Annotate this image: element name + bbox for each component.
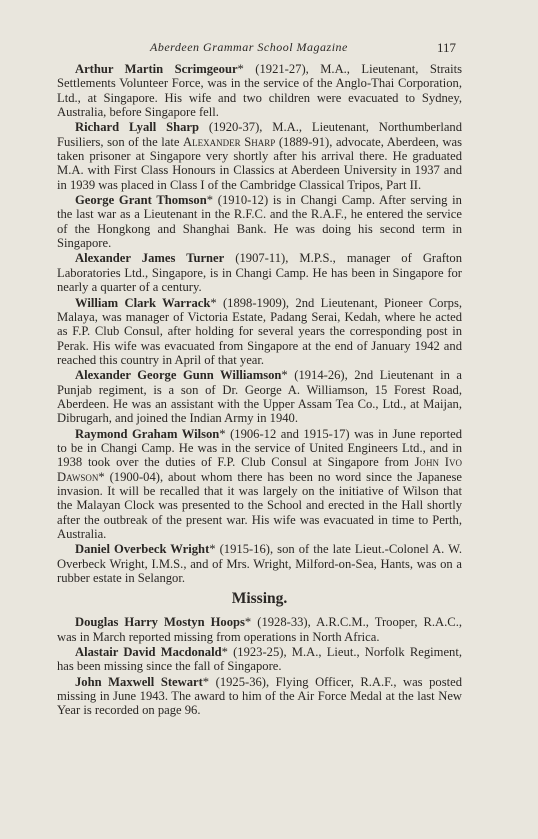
entry-turner [57,251,462,294]
page-header [0,40,538,58]
entry-name: Alexander George Gunn Williamson [75,368,282,383]
entry-text: * (1925-36), Flying Officer, R.A.F., was posted missing in June 1943. The award to him of the Air Force Medal at the last New Year is recorded on page 96. [57,674,462,718]
entry-text: * (1915-16), son of the late Lieut.-Colonel A. W. Overbeck Wright, I.M.S., and of Mrs. Wright, Milford-on-Sea, Hants, was on a rubber estate in Selangor. [57,542,462,586]
entry-williamson [57,368,462,425]
entry-text: * (1898-1909), 2nd Lieutenant, Pioneer Corps, Malaya, was manager of Victoria Estate, Padang Serai, Kedah, where he acted as F.P. Club Consul, after holding for several years the corresponding post in Perak. His wife was evacuated from Singapore at the end of January 1942 and reached this country in April of that year. [57,295,462,367]
referenced-name: John Ivo Dawson [57,455,462,484]
entry-text: * (1910-12) is in Changi Camp. After serving in the last war as a Lieutenant in the R.F.C. and the R.A.F., he entered the service of the Hongkong and Shanghai Bank. He was doing his second term in Singapore. [57,193,462,251]
entry-name: Alexander James Turner [75,251,225,266]
entry-text: * (1923-25), M.A., Lieut., Norfolk Regiment, has been missing since the fall of Singapore. [57,645,462,674]
entry-text: * (1906-12 and 1915-17) was in June reported to be in Changi Camp. He was in the service of United Engineers Ltd., and in 1938 took over the duties of F.P. Club Consul at Singapore from [57,426,463,470]
page-number: 117 [437,40,457,55]
entry-name: Alastair David Macdonald [75,645,222,660]
entry-sharp [57,120,462,192]
entry-thomson [57,193,462,250]
entry-name: Douglas Harry Mostyn Hoops [75,615,245,630]
entry-name: George Grant Thomson [75,193,207,208]
entry-text: * (1914-26), 2nd Lieutenant in a Punjab regiment, is a son of Dr. George A. Williamson, 15 Forest Road, Aberdeen. He was an assistant with the Upper Assam Tea Co., Ltd., at Maijan, Dibrugarh, and joined the Indian Army in 1940. [57,368,462,426]
entry-macdonald [57,645,462,674]
entry-name: William Clark Warrack [75,295,211,310]
entry-text: * (1921-27), M.A., Lieutenant, Straits Settlements Volunteer Force, was in the service of the Anglo-Thai Corporation, Ltd., at Singapore. His wife and two children were evacuated to Sydney, Australia, before Singapore fell. [57,62,463,120]
entry-hoops [57,615,462,644]
entry-warrack [57,296,462,368]
entry-text: * (1900-04), about whom there has been no word since the Japanese invasion. It will be recalled that it was largely on the initiative of Wilson that the Malayan Clock was presented to the School and erected in the Hall shortly after the outbreak of the present war. His wife was evacuated in time to Perth, Australia. [57,469,462,541]
entry-wilson [57,427,462,542]
entry-text: (1889-91), advocate, Aberdeen, was taken prisoner at Singapore very shortly after his arrival there. He graduated M.A. with First Class Honours in Classics at Aberdeen University in 1937 and in 1939 was placed in Class I of the Cambridge Classical Tripos, Part II. [57,134,463,192]
entry-name: Arthur Martin Scrimgeour [75,62,238,76]
missing-heading: Missing. [231,590,288,608]
entry-text: (1907-11), M.P.S., manager of Grafton Laboratories Ltd., Singapore, is in Changi Camp. He has been in Singapore for nearly a quarter of a century. [57,251,462,295]
entry-text: * (1928-33), A.R.C.M., Trooper, R.A.C., was in March reported missing from operations in North Africa. [57,615,462,644]
entry-name: Raymond Graham Wilson [75,426,220,441]
entry-stewart [57,675,462,718]
entry-scrimgeour [57,62,462,119]
entry-name: Daniel Overbeck Wright [75,542,210,557]
entry-text: (1920-37), M.A., Lieutenant, Northumberland Fusiliers, son of the late [57,120,463,149]
entry-wright [57,542,462,585]
body-text [57,62,462,719]
referenced-name: Alexander Sharp [183,134,276,149]
running-head: Aberdeen Grammar School Magazine [150,40,348,54]
entry-name: John Maxwell Stewart [75,674,203,689]
entry-name: Richard Lyall Sharp [75,120,200,135]
